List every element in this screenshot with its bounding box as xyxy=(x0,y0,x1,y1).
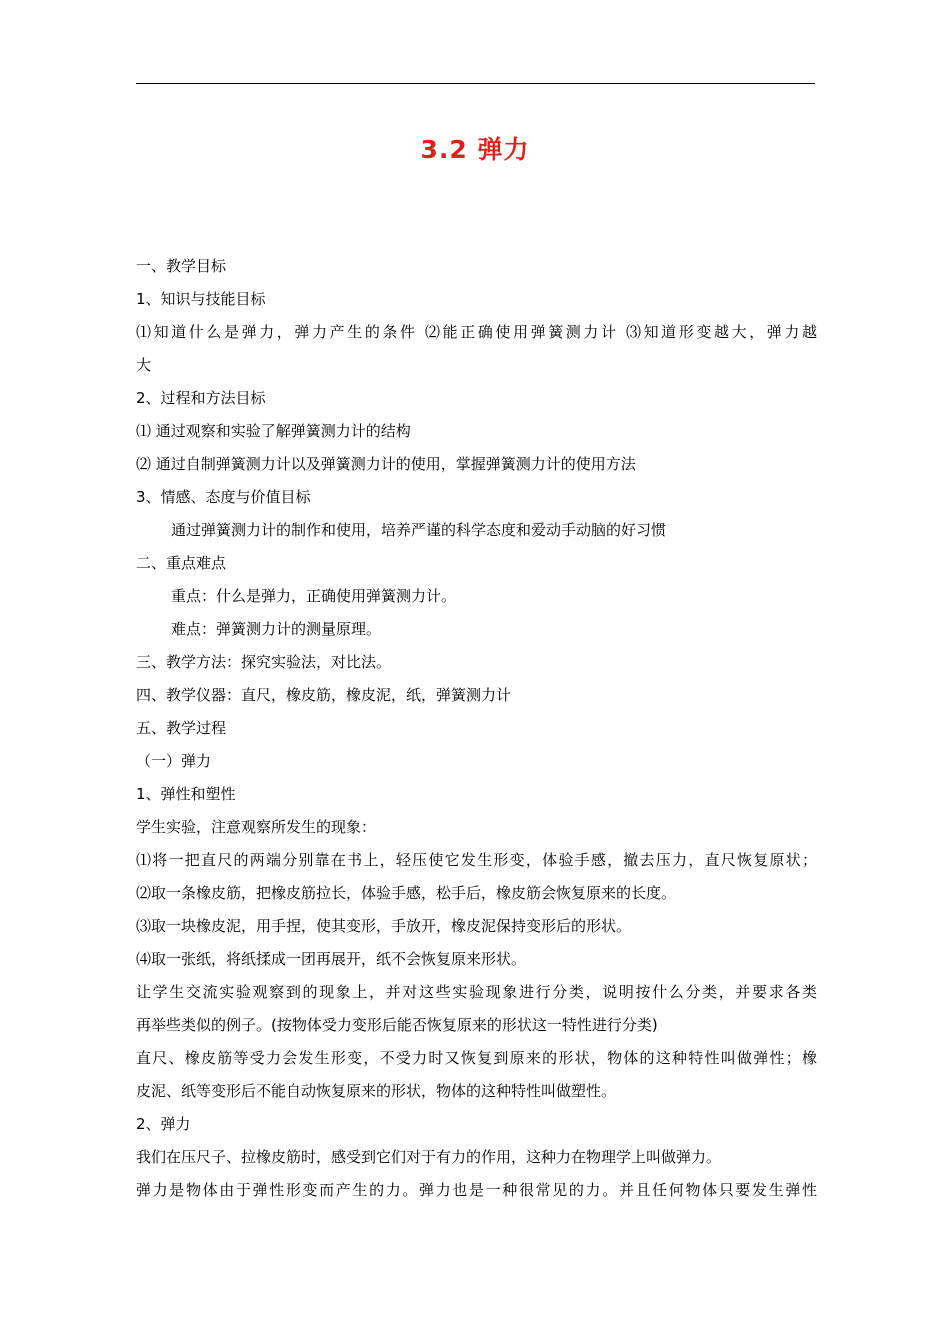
text-line: 弹力是物体由于弹性形变而产生的力。弹力也是一种很常见的力。并且任何物体只要发生弹性 xyxy=(136,1181,817,1199)
text-line: 3、情感、态度与价值目标 xyxy=(136,488,311,506)
text-line: 一、教学目标 xyxy=(136,257,227,275)
text-line: ⑴知道什么是弹力，弹力产生的条件 ⑵能正确使用弹簧测力计 ⑶知道形变越大，弹力越 xyxy=(136,323,817,341)
text-line: 2、弹力 xyxy=(136,1115,191,1133)
text-line: ⑵取一条橡皮筋，把橡皮筋拉长，体验手感，松手后，橡皮筋会恢复原来的长度。 xyxy=(136,884,677,902)
text-line: 四、教学仪器：直尺，橡皮筋，橡皮泥，纸，弹簧测力计 xyxy=(136,686,512,704)
text-line: ⑷取一张纸，将纸揉成一团再展开，纸不会恢复原来形状。 xyxy=(136,950,527,968)
text-line: 大 xyxy=(136,356,152,374)
text-line: 再举些类似的例子。(按物体受力变形后能否恢复原来的形状这一特性进行分类) xyxy=(136,1016,658,1034)
document-title: 3.2 弹力 xyxy=(420,135,530,164)
text-line: （一）弹力 xyxy=(136,752,212,770)
document-body xyxy=(136,250,817,1207)
text-line: 直尺、橡皮筋等受力会发生形变，不受力时又恢复到原来的形状，物体的这种特性叫做弹性；橡 xyxy=(136,1049,817,1067)
text-line: 重点：什么是弹力，正确使用弹簧测力计。 xyxy=(171,587,457,605)
text-line: ⑴ 通过观察和实验了解弹簧测力计的结构 xyxy=(136,422,411,440)
text-line: 通过弹簧测力计的制作和使用，培养严谨的科学态度和爱动手动脑的好习惯 xyxy=(171,521,667,539)
text-line: 皮泥、纸等变形后不能自动恢复原来的形状，物体的这种特性叫做塑性。 xyxy=(136,1082,617,1100)
text-line: 学生实验，注意观察所发生的现象： xyxy=(136,818,377,836)
text-line: 难点：弹簧测力计的测量原理。 xyxy=(171,620,382,638)
text-line: ⑶取一块橡皮泥，用手捏，使其变形，手放开，橡皮泥保持变形后的形状。 xyxy=(136,917,632,935)
text-line: 1、知识与技能目标 xyxy=(136,290,266,308)
text-line: ⑴将一把直尺的两端分别靠在书上，轻压使它发生形变，体验手感，撤去压力，直尺恢复原状； xyxy=(136,851,817,869)
text-line: 1、弹性和塑性 xyxy=(136,785,236,803)
text-line: 让学生交流实验观察到的现象上，并对这些实验现象进行分类，说明按什么分类，并要求各类 xyxy=(136,983,817,1001)
text-line: 三、教学方法：探究实验法，对比法。 xyxy=(136,653,392,671)
text-line: 我们在压尺子、拉橡皮筋时，感受到它们对于有力的作用，这种力在物理学上叫做弹力。 xyxy=(136,1148,722,1166)
text-line: 2、过程和方法目标 xyxy=(136,389,266,407)
text-line: 二、重点难点 xyxy=(136,554,227,572)
header-rule xyxy=(136,83,815,84)
text-line: 五、教学过程 xyxy=(136,719,227,737)
text-line: ⑵ 通过自制弹簧测力计以及弹簧测力计的使用，掌握弹簧测力计的使用方法 xyxy=(136,455,636,473)
